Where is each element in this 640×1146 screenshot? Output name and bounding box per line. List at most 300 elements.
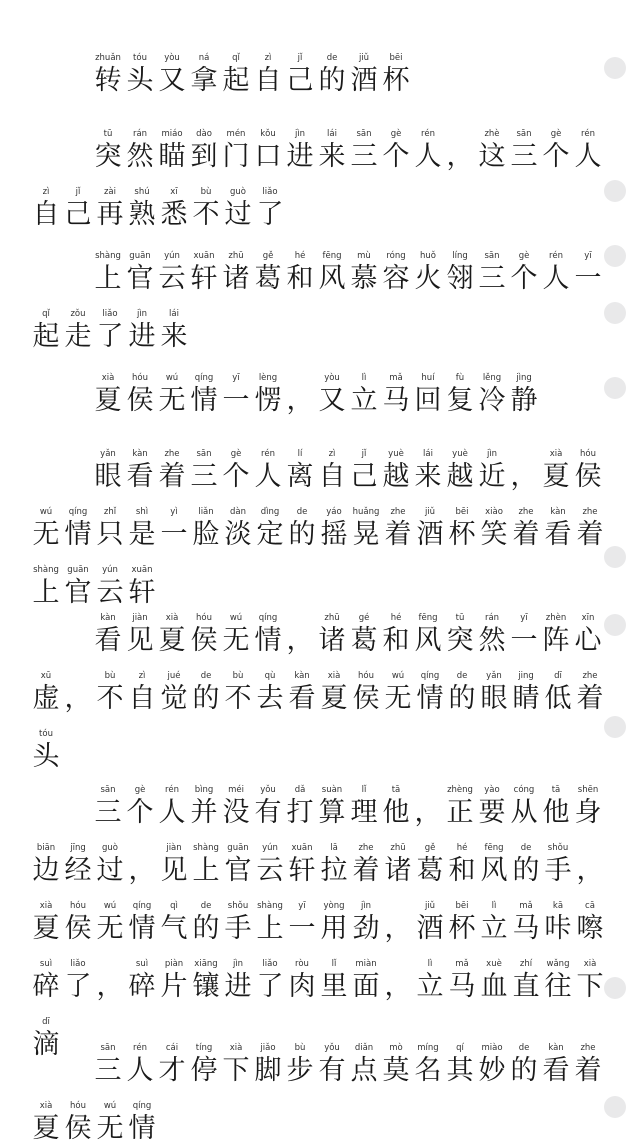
ruby-character bbox=[252, 251, 284, 296]
pinyin: rán bbox=[484, 613, 500, 623]
ruby-character bbox=[444, 613, 476, 658]
ruby-character bbox=[158, 901, 190, 946]
hanzi: 诸 bbox=[384, 855, 412, 886]
pinyin: jìn bbox=[136, 309, 148, 319]
pinyin: xià bbox=[39, 1101, 53, 1111]
pinyin: cóng bbox=[513, 785, 535, 795]
pinyin: hóu bbox=[70, 1101, 86, 1111]
ruby-character bbox=[446, 507, 478, 552]
hanzi: 情 bbox=[254, 625, 282, 656]
ruby-character bbox=[286, 843, 318, 888]
ruby-character bbox=[348, 373, 380, 418]
ruby-character bbox=[62, 507, 94, 552]
ruby-character bbox=[124, 449, 156, 494]
pinyin: jìn bbox=[486, 449, 498, 459]
ruby-character bbox=[158, 309, 190, 354]
pinyin: sān bbox=[100, 1043, 116, 1053]
scroll-dot bbox=[604, 614, 626, 636]
hanzi: 近 bbox=[478, 461, 506, 492]
ruby-character bbox=[316, 613, 348, 658]
hanzi: 眼 bbox=[480, 683, 508, 714]
pinyin: yǒu bbox=[260, 785, 276, 795]
ruby-character bbox=[412, 785, 444, 830]
hanzi: 莫 bbox=[382, 1055, 410, 1086]
hanzi: 转 bbox=[94, 65, 122, 96]
pinyin: guò bbox=[102, 843, 118, 853]
ruby-character bbox=[478, 843, 510, 888]
ruby-character bbox=[92, 251, 124, 296]
ruby-character bbox=[126, 187, 158, 232]
hanzi: 诸 bbox=[318, 625, 346, 656]
pinyin: yì bbox=[170, 507, 178, 517]
hanzi: 越 bbox=[382, 461, 410, 492]
pinyin: xuè bbox=[486, 959, 502, 969]
ruby-character bbox=[92, 785, 124, 830]
pinyin: tā bbox=[551, 785, 561, 795]
text-line bbox=[30, 174, 590, 232]
ruby-character bbox=[220, 373, 252, 418]
hanzi: 滴 bbox=[32, 1029, 60, 1060]
ruby-character bbox=[94, 959, 126, 1004]
text-line bbox=[30, 946, 604, 1004]
ruby-character bbox=[124, 53, 156, 98]
ruby-character bbox=[254, 843, 286, 888]
pinyin: sān bbox=[516, 129, 532, 139]
pinyin: dào bbox=[196, 129, 212, 139]
hanzi: 手 bbox=[544, 855, 572, 886]
pinyin: wǎng bbox=[546, 959, 570, 969]
pinyin: dàn bbox=[230, 507, 246, 517]
ruby-character bbox=[188, 251, 220, 296]
hanzi: 人 bbox=[254, 461, 282, 492]
hanzi: 立 bbox=[350, 385, 378, 416]
hanzi: 笑 bbox=[480, 519, 508, 550]
pinyin: bēi bbox=[455, 901, 469, 911]
ruby-character bbox=[380, 129, 412, 174]
hanzi: 情 bbox=[416, 683, 444, 714]
hanzi: 突 bbox=[94, 141, 122, 172]
pinyin: gè bbox=[518, 251, 530, 261]
hanzi: 门 bbox=[222, 141, 250, 172]
pinyin: diǎn bbox=[354, 1043, 374, 1053]
pinyin: kàn bbox=[294, 671, 310, 681]
pinyin: qíng bbox=[194, 373, 214, 383]
ruby-character bbox=[222, 901, 254, 946]
hanzi: 起 bbox=[222, 65, 250, 96]
hanzi: 杯 bbox=[382, 65, 410, 96]
pinyin: rén bbox=[421, 129, 435, 139]
hanzi: ， bbox=[64, 683, 92, 714]
pinyin: guān bbox=[227, 843, 249, 853]
pinyin: dī bbox=[42, 1017, 50, 1027]
hanzi: 着 bbox=[384, 519, 412, 550]
hanzi: 看 bbox=[542, 1055, 570, 1086]
ruby-character bbox=[92, 1043, 124, 1088]
pinyin: wú bbox=[391, 671, 405, 681]
hanzi: 越 bbox=[446, 461, 474, 492]
hanzi: 下 bbox=[222, 1055, 250, 1086]
ruby-character bbox=[30, 729, 62, 774]
hanzi: 的 bbox=[192, 683, 220, 714]
pinyin: lí bbox=[297, 449, 303, 459]
pinyin: jiǔ bbox=[358, 53, 370, 63]
hanzi: 拉 bbox=[320, 855, 348, 886]
scroll-dot bbox=[604, 57, 626, 79]
hanzi: 来 bbox=[160, 321, 188, 352]
hanzi: 他 bbox=[542, 797, 570, 828]
pinyin: yòu bbox=[324, 373, 340, 383]
pinyin: xiāng bbox=[194, 959, 218, 969]
hanzi: 不 bbox=[224, 683, 252, 714]
pinyin: zì bbox=[42, 187, 50, 197]
hanzi: 边 bbox=[32, 855, 60, 886]
ruby-character bbox=[190, 507, 222, 552]
hanzi: 马 bbox=[448, 971, 476, 1002]
hanzi: 侯 bbox=[190, 625, 218, 656]
hanzi: 然 bbox=[478, 625, 506, 656]
pinyin: tū bbox=[455, 613, 465, 623]
ruby-character bbox=[380, 53, 412, 98]
pinyin: qíng bbox=[132, 1101, 152, 1111]
hanzi: 复 bbox=[446, 385, 474, 416]
ruby-character bbox=[254, 507, 286, 552]
hanzi: 夏 bbox=[320, 683, 348, 714]
pinyin: suì bbox=[39, 959, 53, 969]
pinyin: gě bbox=[262, 251, 274, 261]
ruby-character bbox=[380, 1043, 412, 1088]
pinyin: liǎo bbox=[102, 309, 118, 319]
pinyin: gè bbox=[134, 785, 146, 795]
hanzi: 人 bbox=[574, 141, 602, 172]
pinyin: jìn bbox=[232, 959, 244, 969]
ruby-character bbox=[126, 671, 158, 716]
pinyin: de bbox=[296, 507, 308, 517]
ruby-character bbox=[220, 129, 252, 174]
pinyin: gè bbox=[230, 449, 242, 459]
ruby-character bbox=[510, 507, 542, 552]
ruby-character bbox=[574, 843, 606, 888]
ruby-character bbox=[30, 187, 62, 232]
hanzi: 无 bbox=[96, 1113, 124, 1144]
ruby-character bbox=[414, 843, 446, 888]
hanzi: ， bbox=[286, 625, 314, 656]
ruby-character bbox=[412, 613, 444, 658]
pinyin: huǒ bbox=[420, 251, 436, 261]
ruby-character bbox=[62, 901, 94, 946]
ruby-character bbox=[190, 671, 222, 716]
hanzi: 着 bbox=[574, 1055, 602, 1086]
ruby-character bbox=[62, 309, 94, 354]
pinyin: jìng bbox=[516, 373, 532, 383]
ruby-character bbox=[284, 129, 316, 174]
hanzi: 过 bbox=[224, 199, 252, 230]
ruby-character bbox=[412, 1043, 444, 1088]
pinyin: lěng bbox=[482, 373, 502, 383]
pinyin: zhè bbox=[484, 129, 500, 139]
pinyin: lì bbox=[491, 901, 497, 911]
pinyin: xū bbox=[40, 671, 52, 681]
ruby-character bbox=[92, 129, 124, 174]
hanzi: 轩 bbox=[190, 263, 218, 294]
ruby-character bbox=[316, 785, 348, 830]
pinyin: bù bbox=[200, 187, 212, 197]
pinyin: shàng bbox=[257, 901, 283, 911]
ruby-character bbox=[126, 1101, 158, 1146]
text-line bbox=[30, 888, 604, 946]
hanzi: 云 bbox=[96, 577, 124, 608]
ruby-character bbox=[188, 449, 220, 494]
ruby-character bbox=[252, 1043, 284, 1088]
hanzi: 了 bbox=[256, 971, 284, 1002]
hanzi: 情 bbox=[128, 913, 156, 944]
ruby-character bbox=[382, 901, 414, 946]
ruby-character bbox=[124, 129, 156, 174]
pinyin: kàn bbox=[100, 613, 116, 623]
ruby-character bbox=[316, 129, 348, 174]
hanzi: 三 bbox=[190, 461, 218, 492]
ruby-character bbox=[318, 507, 350, 552]
ruby-character bbox=[158, 959, 190, 1004]
hanzi: 心 bbox=[574, 625, 602, 656]
ruby-character bbox=[62, 959, 94, 1004]
hanzi: 风 bbox=[318, 263, 346, 294]
pinyin: bēi bbox=[389, 53, 403, 63]
pinyin: sān bbox=[196, 449, 212, 459]
pinyin: zǒu bbox=[70, 309, 86, 319]
ruby-character bbox=[126, 507, 158, 552]
pinyin: dǎ bbox=[294, 785, 306, 795]
ruby-character bbox=[316, 251, 348, 296]
ruby-character bbox=[188, 53, 220, 98]
hanzi: ， bbox=[446, 141, 474, 172]
ruby-character bbox=[92, 53, 124, 98]
hanzi: 人 bbox=[542, 263, 570, 294]
hanzi: 手 bbox=[224, 913, 252, 944]
ruby-character bbox=[252, 449, 284, 494]
paragraph bbox=[30, 238, 602, 354]
hanzi: 轩 bbox=[288, 855, 316, 886]
pinyin: zhe bbox=[164, 449, 180, 459]
ruby-character bbox=[222, 507, 254, 552]
pinyin: zhí bbox=[519, 959, 533, 969]
ruby-character bbox=[348, 785, 380, 830]
paragraph bbox=[30, 116, 602, 232]
ruby-character bbox=[444, 1043, 476, 1088]
pinyin: zhe bbox=[580, 1043, 596, 1053]
ruby-character bbox=[350, 901, 382, 946]
ruby-character bbox=[572, 613, 604, 658]
ruby-character bbox=[478, 671, 510, 716]
ruby-character bbox=[284, 251, 316, 296]
ruby-character bbox=[94, 507, 126, 552]
hanzi: 的 bbox=[192, 913, 220, 944]
hanzi: 突 bbox=[446, 625, 474, 656]
hanzi: 葛 bbox=[350, 625, 378, 656]
hanzi: 夏 bbox=[32, 1113, 60, 1144]
text-line bbox=[30, 436, 602, 494]
ruby-character bbox=[126, 959, 158, 1004]
ruby-character bbox=[286, 507, 318, 552]
ruby-character bbox=[220, 613, 252, 658]
hanzi: 再 bbox=[96, 199, 124, 230]
ruby-character bbox=[382, 671, 414, 716]
pinyin: jǐ bbox=[361, 449, 367, 459]
ruby-character bbox=[476, 613, 508, 658]
pinyin: rén bbox=[549, 251, 563, 261]
hanzi: 人 bbox=[126, 1055, 154, 1086]
ruby-character bbox=[542, 507, 574, 552]
pinyin: zhe bbox=[390, 507, 406, 517]
pinyin: méi bbox=[228, 785, 244, 795]
hanzi: 见 bbox=[126, 625, 154, 656]
hanzi: 情 bbox=[64, 519, 92, 550]
pinyin: zhū bbox=[390, 843, 406, 853]
hanzi: 进 bbox=[128, 321, 156, 352]
hanzi: 侯 bbox=[64, 913, 92, 944]
ruby-character bbox=[572, 1043, 604, 1088]
hanzi: 一 bbox=[288, 913, 316, 944]
ruby-character bbox=[542, 901, 574, 946]
text-line bbox=[30, 296, 590, 354]
hanzi: 马 bbox=[382, 385, 410, 416]
ruby-character bbox=[156, 1043, 188, 1088]
pinyin: hóu bbox=[358, 671, 374, 681]
ruby-character bbox=[126, 901, 158, 946]
ruby-character bbox=[188, 785, 220, 830]
pinyin: qíng bbox=[420, 671, 440, 681]
hanzi: 无 bbox=[384, 683, 412, 714]
ruby-character bbox=[446, 901, 478, 946]
hanzi: 着 bbox=[512, 519, 540, 550]
hanzi: 静 bbox=[510, 385, 538, 416]
ruby-character bbox=[252, 53, 284, 98]
pinyin: zhū bbox=[324, 613, 340, 623]
hanzi: 了 bbox=[96, 321, 124, 352]
ruby-character bbox=[316, 53, 348, 98]
ruby-character bbox=[318, 843, 350, 888]
ruby-character bbox=[476, 373, 508, 418]
hanzi: 虚 bbox=[32, 683, 60, 714]
hanzi: 夏 bbox=[542, 461, 570, 492]
ruby-character bbox=[446, 671, 478, 716]
pinyin: rén bbox=[581, 129, 595, 139]
pinyin: zhuǎn bbox=[95, 53, 121, 63]
ruby-character bbox=[446, 959, 478, 1004]
pinyin: huí bbox=[421, 373, 435, 383]
ruby-character bbox=[318, 901, 350, 946]
hanzi: 身 bbox=[574, 797, 602, 828]
pinyin: wú bbox=[39, 507, 53, 517]
pinyin: suì bbox=[135, 959, 149, 969]
pinyin: shǒu bbox=[547, 843, 569, 853]
pinyin: sān bbox=[484, 251, 500, 261]
pinyin: zài bbox=[103, 187, 117, 197]
pinyin: rén bbox=[133, 1043, 147, 1053]
ruby-character bbox=[156, 373, 188, 418]
hanzi: 三 bbox=[478, 263, 506, 294]
pinyin: qíng bbox=[68, 507, 88, 517]
hanzi: 自 bbox=[254, 65, 282, 96]
hanzi: 上 bbox=[32, 577, 60, 608]
hanzi: 立 bbox=[416, 971, 444, 1002]
pinyin: lì bbox=[361, 373, 367, 383]
ruby-character bbox=[286, 901, 318, 946]
ruby-character bbox=[254, 901, 286, 946]
text-line bbox=[30, 494, 604, 552]
text-line bbox=[30, 716, 590, 774]
hanzi: 侯 bbox=[352, 683, 380, 714]
paragraph bbox=[30, 1030, 602, 1146]
hanzi: 低 bbox=[544, 683, 572, 714]
hanzi: 和 bbox=[382, 625, 410, 656]
hanzi: ， bbox=[510, 461, 538, 492]
hanzi: 杯 bbox=[448, 913, 476, 944]
hanzi: 的 bbox=[318, 65, 346, 96]
pinyin: xīn bbox=[581, 613, 595, 623]
hanzi: 看 bbox=[126, 461, 154, 492]
pinyin: shàng bbox=[95, 251, 121, 261]
pinyin: liǎo bbox=[70, 959, 86, 969]
pinyin: zhe bbox=[582, 671, 598, 681]
ruby-character bbox=[412, 251, 444, 296]
ruby-character bbox=[348, 129, 380, 174]
hanzi: 夏 bbox=[94, 385, 122, 416]
pinyin: miào bbox=[481, 1043, 503, 1053]
ruby-character bbox=[30, 671, 62, 716]
ruby-character bbox=[572, 785, 604, 830]
pinyin: miáo bbox=[161, 129, 183, 139]
ruby-character bbox=[350, 959, 382, 1004]
text-line bbox=[30, 238, 602, 296]
ruby-character bbox=[348, 1043, 380, 1088]
hanzi: 打 bbox=[286, 797, 314, 828]
hanzi: 和 bbox=[286, 263, 314, 294]
pinyin: kā bbox=[552, 901, 564, 911]
hanzi: 又 bbox=[318, 385, 346, 416]
ruby-character bbox=[188, 373, 220, 418]
pinyin: fēng bbox=[418, 613, 438, 623]
ruby-character bbox=[30, 843, 62, 888]
hanzi: 酒 bbox=[350, 65, 378, 96]
ruby-character bbox=[318, 959, 350, 1004]
pinyin: yǒu bbox=[324, 1043, 340, 1053]
ruby-character bbox=[252, 129, 284, 174]
ruby-character bbox=[94, 187, 126, 232]
hanzi: 侯 bbox=[126, 385, 154, 416]
ruby-character bbox=[510, 843, 542, 888]
pinyin: miàn bbox=[355, 959, 377, 969]
pinyin: jing bbox=[518, 671, 534, 681]
ruby-character bbox=[284, 53, 316, 98]
text-line bbox=[30, 830, 604, 888]
hanzi: 无 bbox=[158, 385, 186, 416]
hanzi: 葛 bbox=[416, 855, 444, 886]
pinyin: zhèng bbox=[447, 785, 473, 795]
hanzi: 瞄 bbox=[158, 141, 186, 172]
ruby-character bbox=[94, 1101, 126, 1146]
hanzi: 不 bbox=[96, 683, 124, 714]
pinyin: yòu bbox=[164, 53, 180, 63]
ruby-character bbox=[254, 671, 286, 716]
pinyin: de bbox=[456, 671, 468, 681]
pinyin: qí bbox=[456, 1043, 464, 1053]
pinyin: bìng bbox=[194, 785, 214, 795]
pinyin: shàng bbox=[193, 843, 219, 853]
hanzi: 无 bbox=[222, 625, 250, 656]
ruby-character bbox=[190, 901, 222, 946]
ruby-character bbox=[94, 843, 126, 888]
hanzi: 了 bbox=[64, 971, 92, 1002]
